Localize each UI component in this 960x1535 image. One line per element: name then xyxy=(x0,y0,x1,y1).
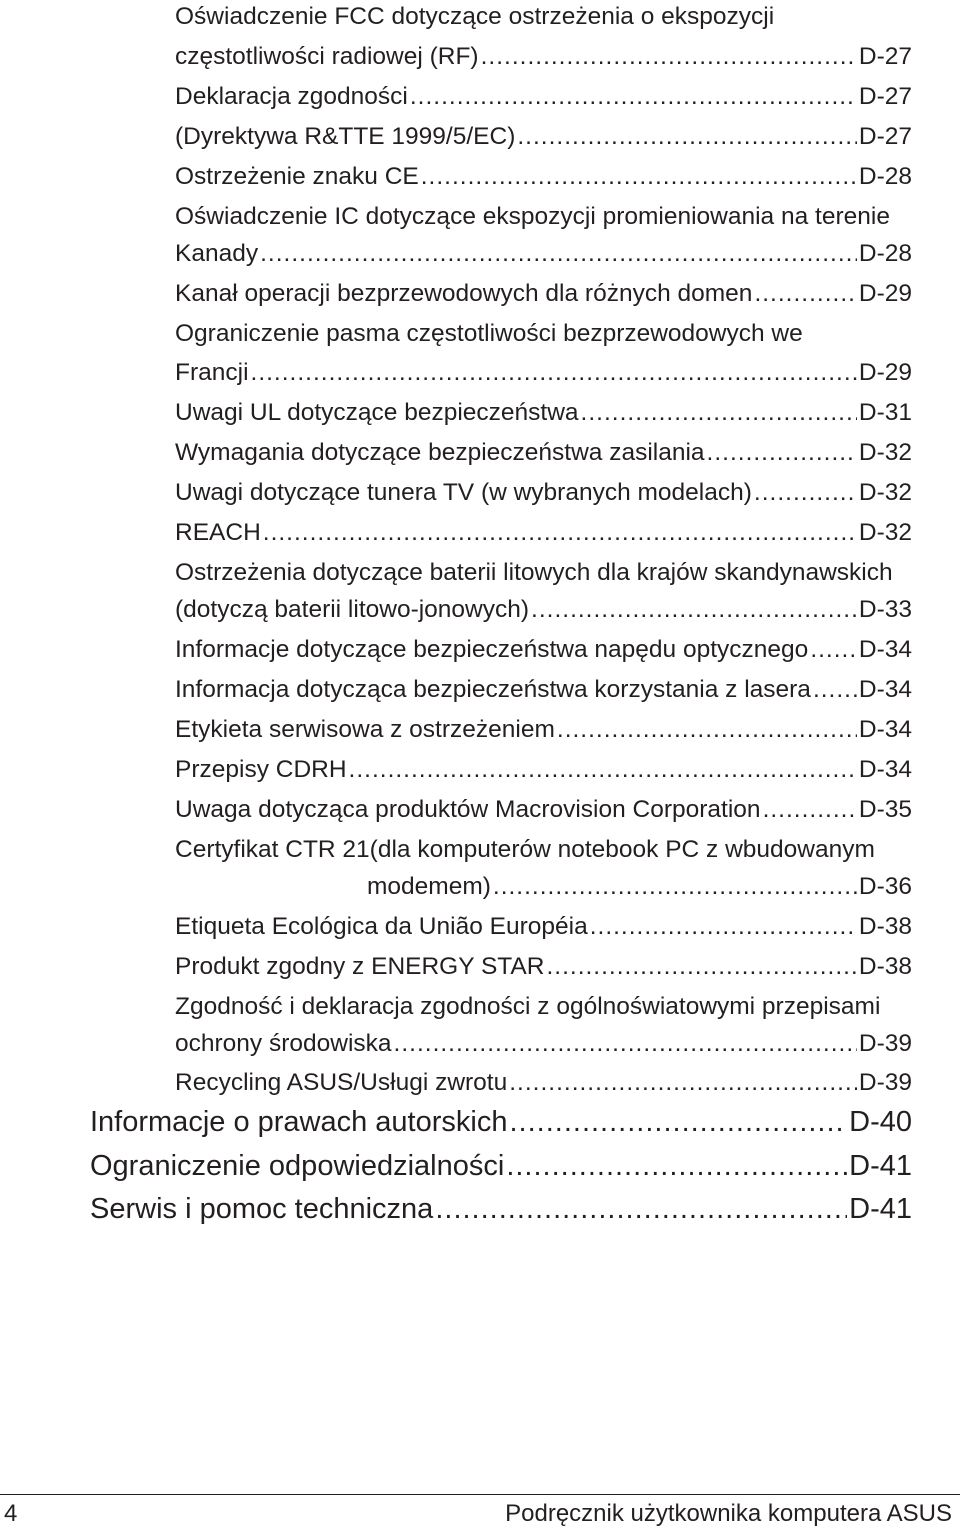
toc-entry[interactable] xyxy=(175,123,912,151)
toc-entry[interactable] xyxy=(175,596,912,624)
footer-book-title: Podręcznik użytkownika komputera ASUS xyxy=(505,1500,952,1527)
toc-leader-dots xyxy=(557,716,857,744)
toc-entry-page: D-32 xyxy=(858,439,912,466)
toc-entry-page: D-34 xyxy=(858,676,912,703)
toc-leader-dots xyxy=(260,240,857,268)
toc-entry-page: D-39 xyxy=(858,1030,912,1057)
toc-entry[interactable] xyxy=(175,676,912,704)
toc-main-entry-title: Informacje o prawach autorskich xyxy=(90,1106,508,1138)
toc-leader-dots xyxy=(421,163,857,191)
toc-entry-page: D-28 xyxy=(858,163,912,190)
toc-entry-title: Recycling ASUS/Usługi zwrotu xyxy=(175,1069,508,1096)
toc-entry-title: Informacja dotycząca bezpieczeństwa korzystania z lasera xyxy=(175,676,811,703)
toc-leader-dots xyxy=(493,873,857,901)
toc-entry[interactable] xyxy=(175,43,912,71)
toc-entry-continued[interactable] xyxy=(175,320,803,348)
toc-entry-title: Produkt zgodny z ENERGY STAR xyxy=(175,953,545,980)
toc-entry-title: Ograniczenie pasma częstotliwości bezprzewodowych we xyxy=(175,320,803,347)
toc-entry[interactable] xyxy=(175,1030,912,1058)
toc-entry-title: Ostrzeżenie znaku CE xyxy=(175,163,419,190)
toc-entry-title: Kanał operacji bezprzewodowych dla różnych domen xyxy=(175,280,753,307)
toc-leader-dots xyxy=(506,1150,847,1183)
toc-entry-page: D-27 xyxy=(858,83,912,110)
toc-entry[interactable] xyxy=(175,240,912,268)
toc-leader-dots xyxy=(590,913,857,941)
toc-entry-title: Zgodność i deklaracja zgodności z ogólnoświatowymi przepisami xyxy=(175,993,881,1020)
toc-leader-dots xyxy=(754,479,857,507)
toc-entry-title: Uwagi UL dotyczące bezpieczeństwa xyxy=(175,399,579,426)
toc-entry-title: Informacje dotyczące bezpieczeństwa napędu optycznego xyxy=(175,636,809,663)
toc-entry-title: Francji xyxy=(175,359,249,386)
toc-leader-dots xyxy=(546,953,856,981)
toc-entry-page: D-27 xyxy=(858,123,912,150)
toc-entry-page: D-27 xyxy=(858,43,912,70)
toc-entry-title: modemem) xyxy=(367,873,491,900)
toc-entry-title: (Dyrektywa R&TTE 1999/5/EC) xyxy=(175,123,516,150)
toc-entry-title: Kanady xyxy=(175,240,259,267)
toc-entry-title: Oświadczenie FCC dotyczące ostrzeżenia o ekspozycji xyxy=(175,3,775,30)
toc-main-entry-page: D-41 xyxy=(849,1193,912,1225)
toc-entry[interactable] xyxy=(175,399,912,427)
toc-entry-title: Uwagi dotyczące tunera TV (w wybranych modelach) xyxy=(175,479,752,506)
toc-entry-title: Deklaracja zgodności xyxy=(175,83,408,110)
toc-main-entry-page: D-40 xyxy=(849,1106,912,1138)
toc-entry[interactable] xyxy=(175,716,912,744)
toc-leader-dots xyxy=(707,439,857,467)
toc-leader-dots xyxy=(754,280,856,308)
toc-entry-page: D-29 xyxy=(858,359,912,386)
toc-leader-dots xyxy=(763,796,857,824)
toc-entry[interactable] xyxy=(175,359,912,387)
toc-entry[interactable] xyxy=(175,636,912,664)
toc-main-entry[interactable] xyxy=(90,1193,912,1226)
toc-entry[interactable] xyxy=(175,913,912,941)
toc-entry-page: D-29 xyxy=(858,280,912,307)
toc-entry[interactable] xyxy=(367,873,912,901)
footer-page-number: 4 xyxy=(4,1500,18,1527)
toc-main-entry-title: Serwis i pomoc techniczna xyxy=(90,1193,434,1225)
toc-entry-page: D-32 xyxy=(858,519,912,546)
toc-main-entry[interactable] xyxy=(90,1106,912,1139)
toc-entry-page: D-36 xyxy=(858,873,912,900)
toc-entry-title: Etiqueta Ecológica da União Européia xyxy=(175,913,588,940)
toc-leader-dots xyxy=(509,1069,857,1097)
toc-entry[interactable] xyxy=(175,796,912,824)
toc-entry-page: D-34 xyxy=(858,636,912,663)
toc-entry-page: D-33 xyxy=(858,596,912,623)
toc-entry-title: REACH xyxy=(175,519,261,546)
toc-entry[interactable] xyxy=(175,1069,912,1097)
toc-leader-dots xyxy=(517,123,857,151)
toc-leader-dots xyxy=(481,43,857,71)
toc-leader-dots xyxy=(410,83,857,111)
toc-entry-page: D-38 xyxy=(858,953,912,980)
toc-entry[interactable] xyxy=(175,83,912,111)
toc-leader-dots xyxy=(435,1193,847,1226)
toc-leader-dots xyxy=(263,519,857,547)
toc-leader-dots xyxy=(394,1030,857,1058)
toc-entry-continued[interactable] xyxy=(175,993,880,1021)
toc-entry-page: D-34 xyxy=(858,756,912,783)
toc-entry[interactable] xyxy=(175,519,912,547)
toc-entry[interactable] xyxy=(175,756,912,784)
toc-entry-page: D-34 xyxy=(858,716,912,743)
toc-leader-dots xyxy=(813,676,857,704)
toc-entry-continued[interactable] xyxy=(175,203,890,231)
toc-main-entry-title: Ograniczenie odpowiedzialności xyxy=(90,1150,505,1182)
toc-leader-dots xyxy=(581,399,857,427)
toc-leader-dots xyxy=(810,636,857,664)
toc-entry[interactable] xyxy=(175,280,912,308)
toc-entry-title: Ostrzeżenia dotyczące baterii litowych dla krajów skandynawskich xyxy=(175,559,893,586)
toc-entry[interactable] xyxy=(175,439,912,467)
footer-divider xyxy=(0,1494,960,1495)
toc-main-entry-page: D-41 xyxy=(849,1150,912,1182)
toc-entry[interactable] xyxy=(175,479,912,507)
toc-leader-dots xyxy=(349,756,857,784)
toc-entry-continued[interactable] xyxy=(175,559,893,587)
toc-main-entry[interactable] xyxy=(90,1150,912,1183)
toc-entry-title: częstotliwości radiowej (RF) xyxy=(175,43,479,70)
toc-leader-dots xyxy=(509,1106,847,1139)
toc-entry-title: Przepisy CDRH xyxy=(175,756,347,783)
toc-entry-page: D-31 xyxy=(858,399,912,426)
toc-leader-dots xyxy=(251,359,857,387)
toc-entry-continued[interactable] xyxy=(175,3,774,31)
toc-entry-title: (dotyczą baterii litowo-jonowych) xyxy=(175,596,530,623)
toc-entry-page: D-35 xyxy=(858,796,912,823)
toc-entry-title: Uwaga dotycząca produktów Macrovision Corporation xyxy=(175,796,761,823)
toc-entry[interactable] xyxy=(175,163,912,191)
toc-entry-page: D-28 xyxy=(858,240,912,267)
toc-leader-dots xyxy=(531,596,857,624)
toc-entry-title: ochrony środowiska xyxy=(175,1030,392,1057)
toc-entry-title: Etykieta serwisowa z ostrzeżeniem xyxy=(175,716,555,743)
toc-entry[interactable] xyxy=(175,953,912,981)
toc-entry-title: Oświadczenie IC dotyczące ekspozycji promieniowania na terenie xyxy=(175,203,890,230)
toc-entry-title: Wymagania dotyczące bezpieczeństwa zasilania xyxy=(175,439,705,466)
toc-entry-page: D-38 xyxy=(858,913,912,940)
toc-entry-page: D-39 xyxy=(858,1069,912,1096)
toc-entry-page: D-32 xyxy=(858,479,912,506)
toc-entry-title: Certyfikat CTR 21(dla komputerów notebook PC z wbudowanym xyxy=(175,836,875,863)
toc-entry-continued[interactable] xyxy=(175,836,875,864)
